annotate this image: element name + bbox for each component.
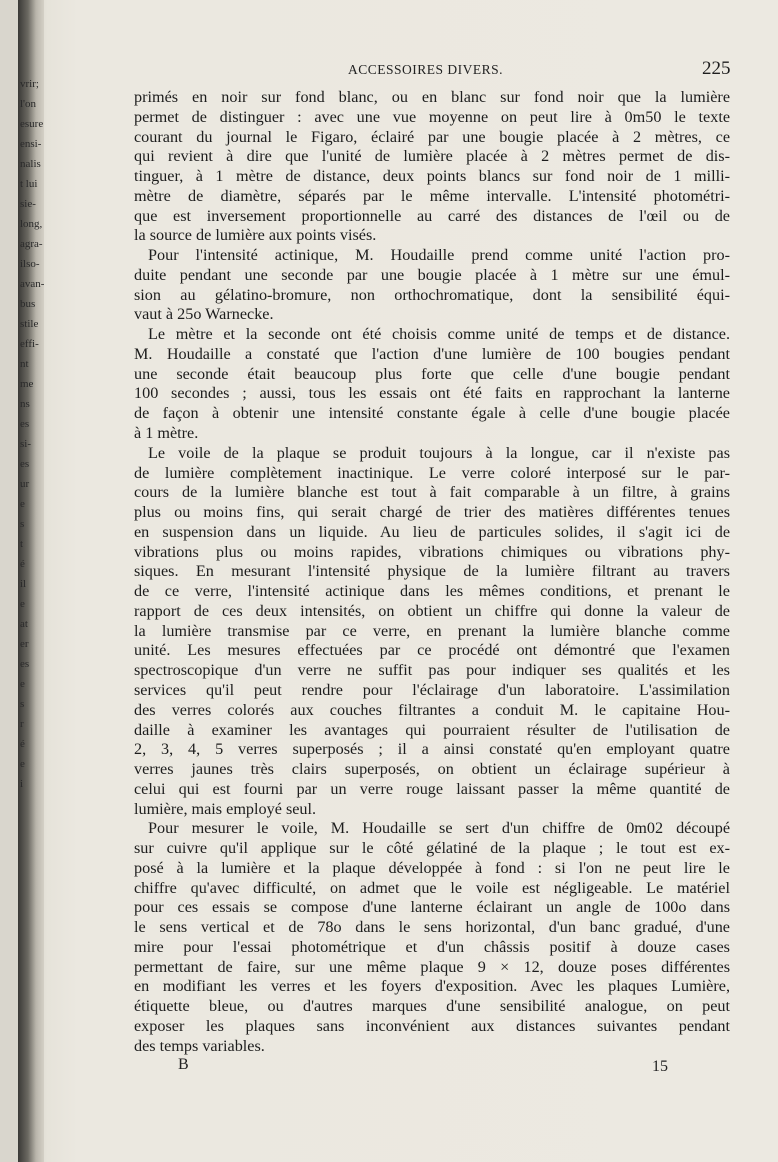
text-line: celui qui est fourni par un verre rouge laissant passer la même quantité de bbox=[134, 779, 730, 798]
margin-fragment: ensi- bbox=[20, 138, 42, 150]
margin-fragment: r bbox=[20, 718, 24, 730]
text-line: 2, 3, 4, 5 verres superposés ; il a ainsi constaté qu'en employant quatre bbox=[134, 740, 730, 759]
text-line: Le voile de la plaque se produit toujours à la longue, car il n'existe pas bbox=[148, 443, 730, 462]
text-line: daille à examiner les avantages qui pourraient résulter de l'utilisation de bbox=[134, 720, 730, 739]
margin-fragment: es bbox=[20, 458, 30, 470]
text-line: des temps variables. bbox=[134, 1036, 265, 1055]
text-line: que est inversement proportionnelle au carré des distances de l'œil ou de bbox=[134, 206, 730, 225]
text-line: Le mètre et la seconde ont été choisis comme unité de temps et de distance. bbox=[148, 325, 730, 344]
text-line: services qu'il peut rendre pour l'éclairage d'un laboratoire. L'assimilation bbox=[134, 680, 730, 699]
text-line: la source de lumière aux points visés. bbox=[134, 226, 377, 245]
margin-fragment: long, bbox=[20, 218, 43, 230]
text-line: en suspension dans un liquide. Au lieu de particules solides, il s'agit ici de bbox=[134, 522, 730, 541]
margin-fragment: at bbox=[20, 618, 28, 630]
text-line: sur cuivre qu'il applique sur le côté gélatiné de la plaque ; le tout est ex- bbox=[134, 839, 730, 858]
margin-fragment: es bbox=[20, 658, 30, 670]
text-line: spectroscopique d'un verre ne suffit pas pour indiquer ses qualités et les bbox=[134, 661, 730, 680]
text-line: de façon à obtenir une intensité constante égale à celle d'une bougie placée bbox=[134, 404, 730, 423]
page-number: 225 bbox=[702, 58, 731, 79]
margin-fragment: ur bbox=[20, 478, 30, 490]
margin-fragment: effi- bbox=[20, 338, 39, 350]
text-line: courant du journal le Figaro, éclairé par une bougie placée à 2 mètres, ce bbox=[134, 127, 730, 146]
margin-fragment: sie- bbox=[20, 198, 36, 210]
running-title: ACCESSOIRES DIVERS. bbox=[348, 62, 504, 77]
margin-fragment: agra- bbox=[20, 238, 43, 250]
margin-fragment: e bbox=[20, 498, 25, 510]
text-line: cours de la lumière blanche est tout à fait comparable à un filtre, à grains bbox=[134, 483, 730, 502]
margin-fragment: l'on bbox=[20, 98, 37, 110]
text-line: chiffre qu'avec difficulté, on admet que le voile est négligeable. Le matériel bbox=[134, 878, 730, 897]
margin-fragment: vrir; bbox=[20, 78, 39, 90]
margin-fragment: é bbox=[20, 558, 25, 570]
text-line: unité. Les mesures effectuées par ce procédé ont démontré que l'examen bbox=[134, 641, 730, 660]
margin-fragment: esure bbox=[20, 118, 44, 130]
text-line: Pour l'intensité actinique, M. Houdaille prend comme unité l'action pro- bbox=[148, 246, 730, 265]
margin-fragment: ns bbox=[20, 398, 30, 410]
text-line: étiquette bleue, ou d'autres marques d'une sensibilité analogue, on peut bbox=[134, 997, 730, 1016]
margin-fragment: es bbox=[20, 418, 30, 430]
margin-fragment: t bbox=[20, 538, 24, 550]
margin-fragment: i bbox=[20, 778, 24, 790]
text-line: en modifiant les verres et les foyers d'exposition. Avec les plaques Lumière, bbox=[134, 977, 730, 996]
text-line: primés en noir sur fond blanc, ou en blanc sur fond noir que la lumière bbox=[134, 88, 730, 106]
text-line: de ce verre, l'intensité actinique dans les mêmes conditions, et prenant le bbox=[134, 582, 730, 601]
text-line: des verres colorés aux couches filtrantes a conduit M. le capitaine Hou- bbox=[134, 700, 730, 719]
text-line: permettant de faire, sur une même plaque 9 × 12, douze poses différentes bbox=[134, 957, 730, 976]
text-line: à 1 mètre. bbox=[134, 424, 199, 443]
text-line: lumière, mais employé seul. bbox=[134, 799, 317, 818]
text-line: exposer les plaques sans inconvénient aux distances suivantes pendant bbox=[134, 1016, 730, 1035]
text-line: vaut à 25o Warnecke. bbox=[134, 305, 274, 324]
margin-fragment: me bbox=[20, 378, 34, 390]
margin-fragment: il bbox=[20, 578, 27, 590]
margin-fragment: stile bbox=[20, 318, 39, 330]
text-line: vibrations plus ou moins rapides, vibrations chimiques ou vibrations phy- bbox=[134, 542, 730, 561]
text-line: mètre de diamètre, séparés par le même intervalle. L'intensité photométri- bbox=[134, 186, 730, 205]
text-line: de lumière complètement inactinique. Le verre coloré interposé sur le par- bbox=[134, 463, 730, 482]
margin-fragment: e bbox=[20, 678, 25, 690]
signature-mark: B bbox=[178, 1056, 189, 1073]
text-line: la lumière transmise par ce verre, en prenant la lumière blanche comme bbox=[134, 621, 730, 640]
text-line: tinguer, à 1 mètre de distance, deux points blancs sur fond noir de 1 milli- bbox=[134, 167, 730, 186]
margin-fragment: bus bbox=[20, 298, 36, 310]
gathering-number: 15 bbox=[652, 1058, 668, 1075]
margin-fragment: e bbox=[20, 598, 25, 610]
text-line: verres jaunes très clairs superposés, on obtient un éclairage supérieur à bbox=[134, 760, 730, 779]
text-line: pour ces essais se compose d'une lanterne éclairant un angle de 100o dans bbox=[134, 898, 730, 917]
margin-fragment: é bbox=[20, 738, 25, 750]
text-line: qui revient à dire que l'unité de lumière placée à 2 mètres permet de dis- bbox=[134, 147, 730, 166]
book-page bbox=[18, 0, 778, 1162]
text-line: plus ou moins fins, qui serait chargé de trier des matières différentes tenues bbox=[134, 503, 730, 522]
margin-fragment: s bbox=[20, 518, 25, 530]
margin-fragment: t lui bbox=[20, 178, 38, 190]
text-line: le sens vertical et de 78o dans le sens horizontal, d'un banc gradué, d'une bbox=[134, 918, 730, 937]
text-line: sion au gélatino-bromure, non orthochromatique, dont la sensibilité équi- bbox=[134, 285, 730, 304]
text-line: mire pour l'essai photométrique et d'un châssis positif à douze cases bbox=[134, 937, 730, 956]
body-text bbox=[134, 88, 730, 1057]
margin-fragment: e bbox=[20, 758, 25, 770]
text-line: M. Houdaille a constaté que l'action d'une lumière de 100 bougies pendant bbox=[134, 344, 730, 363]
margin-fragment: ilso- bbox=[20, 258, 40, 270]
text-line: rapport de ces deux intensités, on obtient un chiffre qui donne la valeur de bbox=[134, 601, 730, 620]
margin-fragment: si- bbox=[20, 438, 31, 450]
text-line: permet de distinguer : avec une vue moyenne on peut lire à 0m50 le texte bbox=[134, 107, 730, 126]
text-line: une seconde était beaucoup plus forte que celle d'une bougie pendant bbox=[134, 364, 730, 383]
text-line: siques. En mesurant l'intensité physique de la lumière filtrant au travers bbox=[134, 562, 730, 581]
text-line: 100 secondes ; aussi, tous les essais ont été faits en rapprochant la lanterne bbox=[134, 384, 730, 403]
margin-fragment: avan- bbox=[20, 278, 44, 290]
margin-fragment: nalis bbox=[20, 158, 41, 170]
margin-fragment: s bbox=[20, 698, 25, 710]
facing-page-margin bbox=[18, 0, 44, 1162]
text-line: posé à la lumière et la plaque développée à fond : si l'on ne peut lire le bbox=[134, 858, 730, 877]
margin-fragment: er bbox=[20, 638, 29, 650]
margin-fragment: nt bbox=[20, 358, 29, 370]
text-line: Pour mesurer le voile, M. Houdaille se sert d'un chiffre de 0m02 découpé bbox=[148, 819, 730, 838]
text-line: duite pendant une seconde par une bougie placée à 1 mètre sur une émul- bbox=[134, 265, 730, 284]
